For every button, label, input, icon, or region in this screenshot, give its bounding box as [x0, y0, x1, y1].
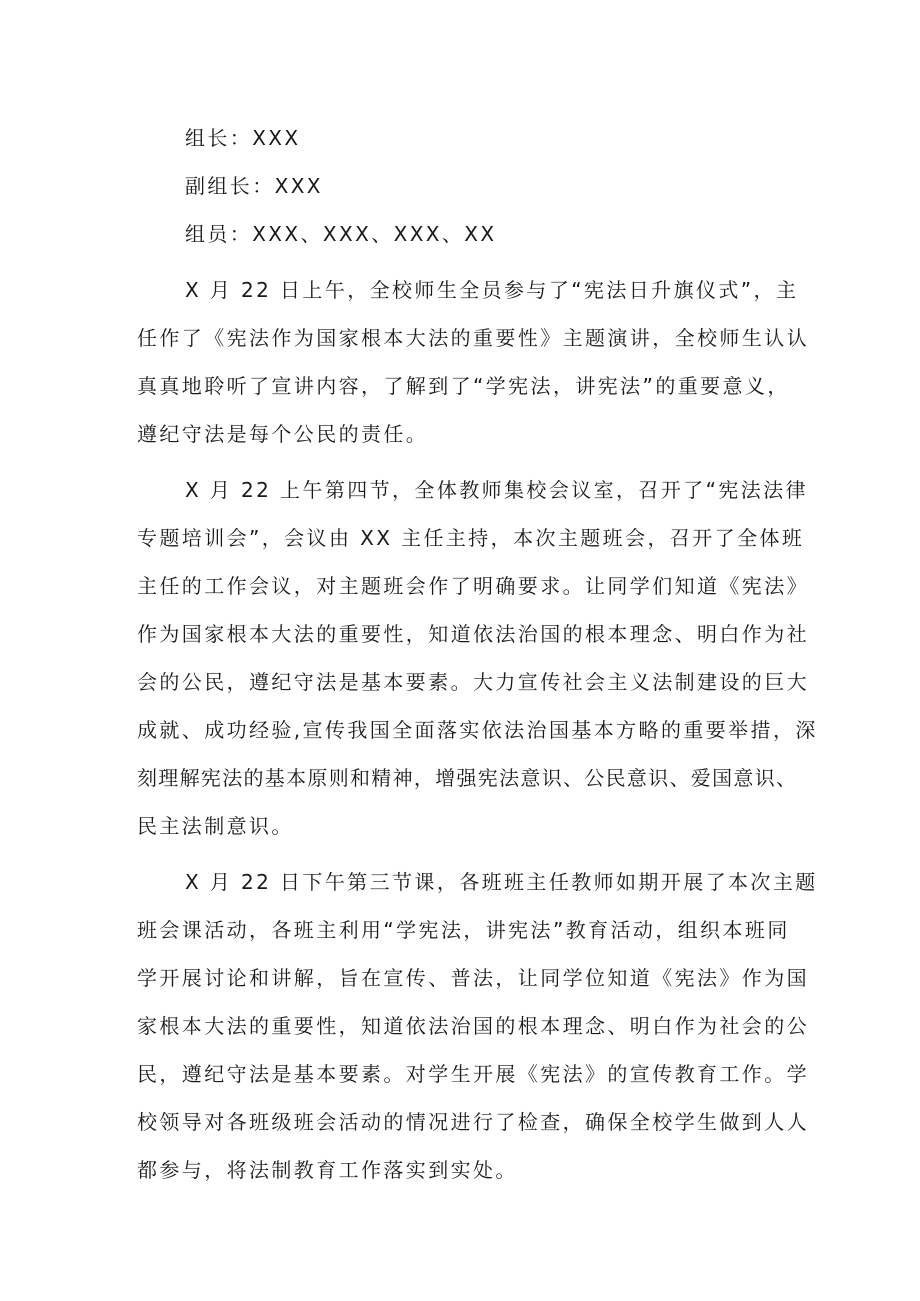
paragraph-line: 校领导对各班级班会活动的情况进行了检查，确保全校学生做到人人	[137, 1110, 809, 1134]
paragraph-line: 专题培训会”，会议由 XX 主任主持，本次主题班会，召开了全体班	[137, 526, 805, 550]
paragraph-flag-ceremony	[137, 266, 809, 458]
document-body	[137, 114, 818, 1194]
deputy-leader-line: 副组长：XXX	[185, 174, 323, 198]
paragraph-line: 学开展讨论和讲解，旨在宣传、普法，让同学位知道《宪法》作为国	[137, 966, 809, 990]
paragraph-line: 班会课活动，各班主利用“学宪法，讲宪法”教育活动，组织本班同	[137, 918, 790, 942]
paragraph-line: X 月 22 上午第四节，全体教师集校会议室，召开了“宪法法律	[185, 478, 808, 502]
paragraph-teacher-training	[137, 466, 818, 850]
paragraph-line: 成就、成功经验,宣传我国全面落实依法治国基本方略的重要举措，深	[137, 718, 818, 742]
paragraph-line: 民主法制意识。	[137, 814, 294, 838]
paragraph-line: 都参与，将法制教育工作落实到实处。	[137, 1158, 518, 1182]
paragraph-line: 民，遵纪守法是基本要素。对学生开展《宪法》的宣传教育工作。学	[137, 1062, 809, 1086]
paragraph-line: 会的公民，遵纪守法是基本要素。大力宣传社会主义法制建设的巨大	[137, 670, 809, 694]
paragraph-line: 作为国家根本大法的重要性，知道依法治国的根本理念、明白作为社	[137, 622, 809, 646]
members-line: 组员：XXX、XXX、XXX、XX	[185, 222, 497, 246]
paragraph-line: 家根本大法的重要性，知道依法治国的根本理念、明白作为社会的公	[137, 1014, 809, 1038]
paragraph-line: 刻理解宪法的基本原则和精神，增强宪法意识、公民意识、爱国意识、	[137, 766, 798, 790]
paragraph-line: 主任的工作会议，对主题班会作了明确要求。让同学们知道《宪法》	[137, 574, 809, 598]
leader-line: 组长：XXX	[185, 126, 301, 150]
paragraph-line: 遵纪守法是每个公民的责任。	[137, 422, 429, 446]
paragraph-line: 任作了《宪法作为国家根本大法的重要性》主题演讲，全校师生认认	[137, 326, 809, 350]
paragraph-line: 真真地聆听了宣讲内容，了解到了“学宪法，讲宪法”的重要意义，	[137, 374, 790, 398]
paragraph-line: X 月 22 日下午第三节课，各班班主任教师如期开展了本次主题	[185, 870, 818, 894]
paragraph-line: X 月 22 日上午，全校师生全员参与了“宪法日升旗仪式”，主	[185, 278, 799, 302]
paragraph-class-meeting	[137, 858, 818, 1194]
